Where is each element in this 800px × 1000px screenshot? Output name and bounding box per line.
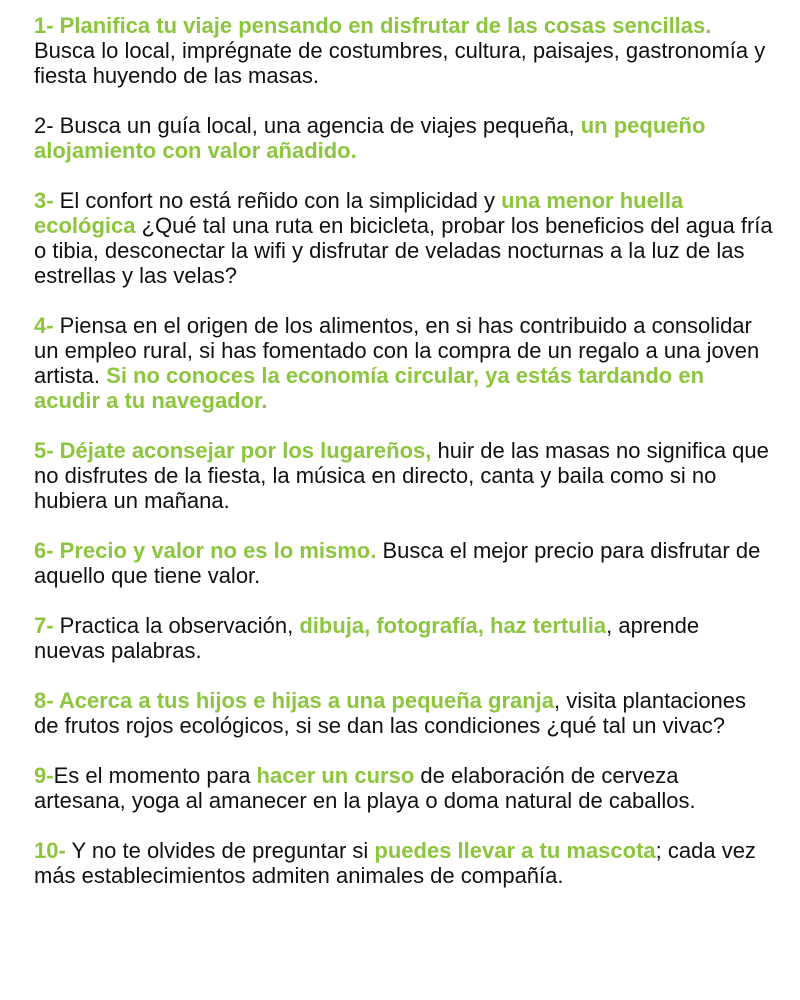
tip-text: , visita plantaciones de frutos rojos ecológicos, si se dan las condiciones ¿qué tal un vivac? [34,688,747,738]
tip-highlight-text: 1- Planifica tu viaje pensando en disfrutar de las cosas sencillas. [34,13,712,38]
tip-text: Es el momento para [53,763,257,788]
tip-text: Practica la observación, [53,613,300,638]
tip-highlight-text: un pequeño alojamiento con valor añadido. [34,113,706,163]
tip-6 [34,538,774,588]
tip-text: huir de las masas no significa que no disfrutes de la fiesta, la música en directo, canta y baila como si no hubiera un mañana. [34,438,769,513]
tip-text: Piensa en el origen de los alimentos, en si has contribuido a consolidar un empleo rural, si has fomentado con la compra de un regalo a una joven artista. [34,313,760,388]
tip-highlight-text: 10- [34,838,66,863]
tip-highlight-text: 8- Acerca a tus hijos e hijas a una pequeña granja [34,688,555,713]
tip-highlight-text: 4- [34,313,54,338]
tip-text: , aprende nuevas palabras. [34,613,700,663]
tip-highlight-text: 3- [34,188,54,213]
tip-highlight-text: hacer un curso [256,763,415,788]
tip-8 [34,688,774,738]
tip-1 [34,13,774,88]
tip-highlight-text: 9- [34,763,54,788]
tip-highlight-text: una menor huella ecológica [34,188,684,238]
tip-text: El confort no está reñido con la simplicidad y [53,188,502,213]
travel-tips-document [34,13,774,913]
tip-text: Busca el mejor precio para disfrutar de aquello que tiene valor. [34,538,761,588]
tip-5 [34,438,774,513]
tip-highlight-text: dibuja, fotografía, haz tertulia [299,613,607,638]
tip-2 [34,113,774,163]
tip-text: ¿Qué tal una ruta en bicicleta, probar los beneficios del agua fría o tibia, desconectar la wifi y disfrutar de veladas nocturnas a la luz de las estrellas y las velas? [34,213,773,288]
tip-9 [34,763,774,813]
tip-3 [34,188,774,288]
tip-text: Y no te olvides de preguntar si [65,838,375,863]
tip-text: Busca lo local, imprégnate de costumbres, cultura, paisajes, gastronomía y fiesta huyendo de las masas. [34,38,766,88]
tip-highlight-text: puedes llevar a tu mascota [374,838,656,863]
tip-text: ; cada vez más establecimientos admiten animales de compañía. [34,838,756,888]
tip-highlight-text: Si no conoces la economía circular, ya estás tardando en acudir a tu navegador. [34,363,705,413]
tip-7 [34,613,774,663]
tip-text: de elaboración de cerveza artesana, yoga al amanecer en la playa o doma natural de caballos. [34,763,696,813]
tip-10 [34,838,774,888]
tip-text: 2- Busca un guía local, una agencia de viajes pequeña, [34,113,581,138]
tip-highlight-text: 5- Déjate aconsejar por los lugareños, [34,438,432,463]
tip-highlight-text: 6- Precio y valor no es lo mismo. [34,538,377,563]
tip-highlight-text: 7- [34,613,54,638]
tip-4 [34,313,774,413]
